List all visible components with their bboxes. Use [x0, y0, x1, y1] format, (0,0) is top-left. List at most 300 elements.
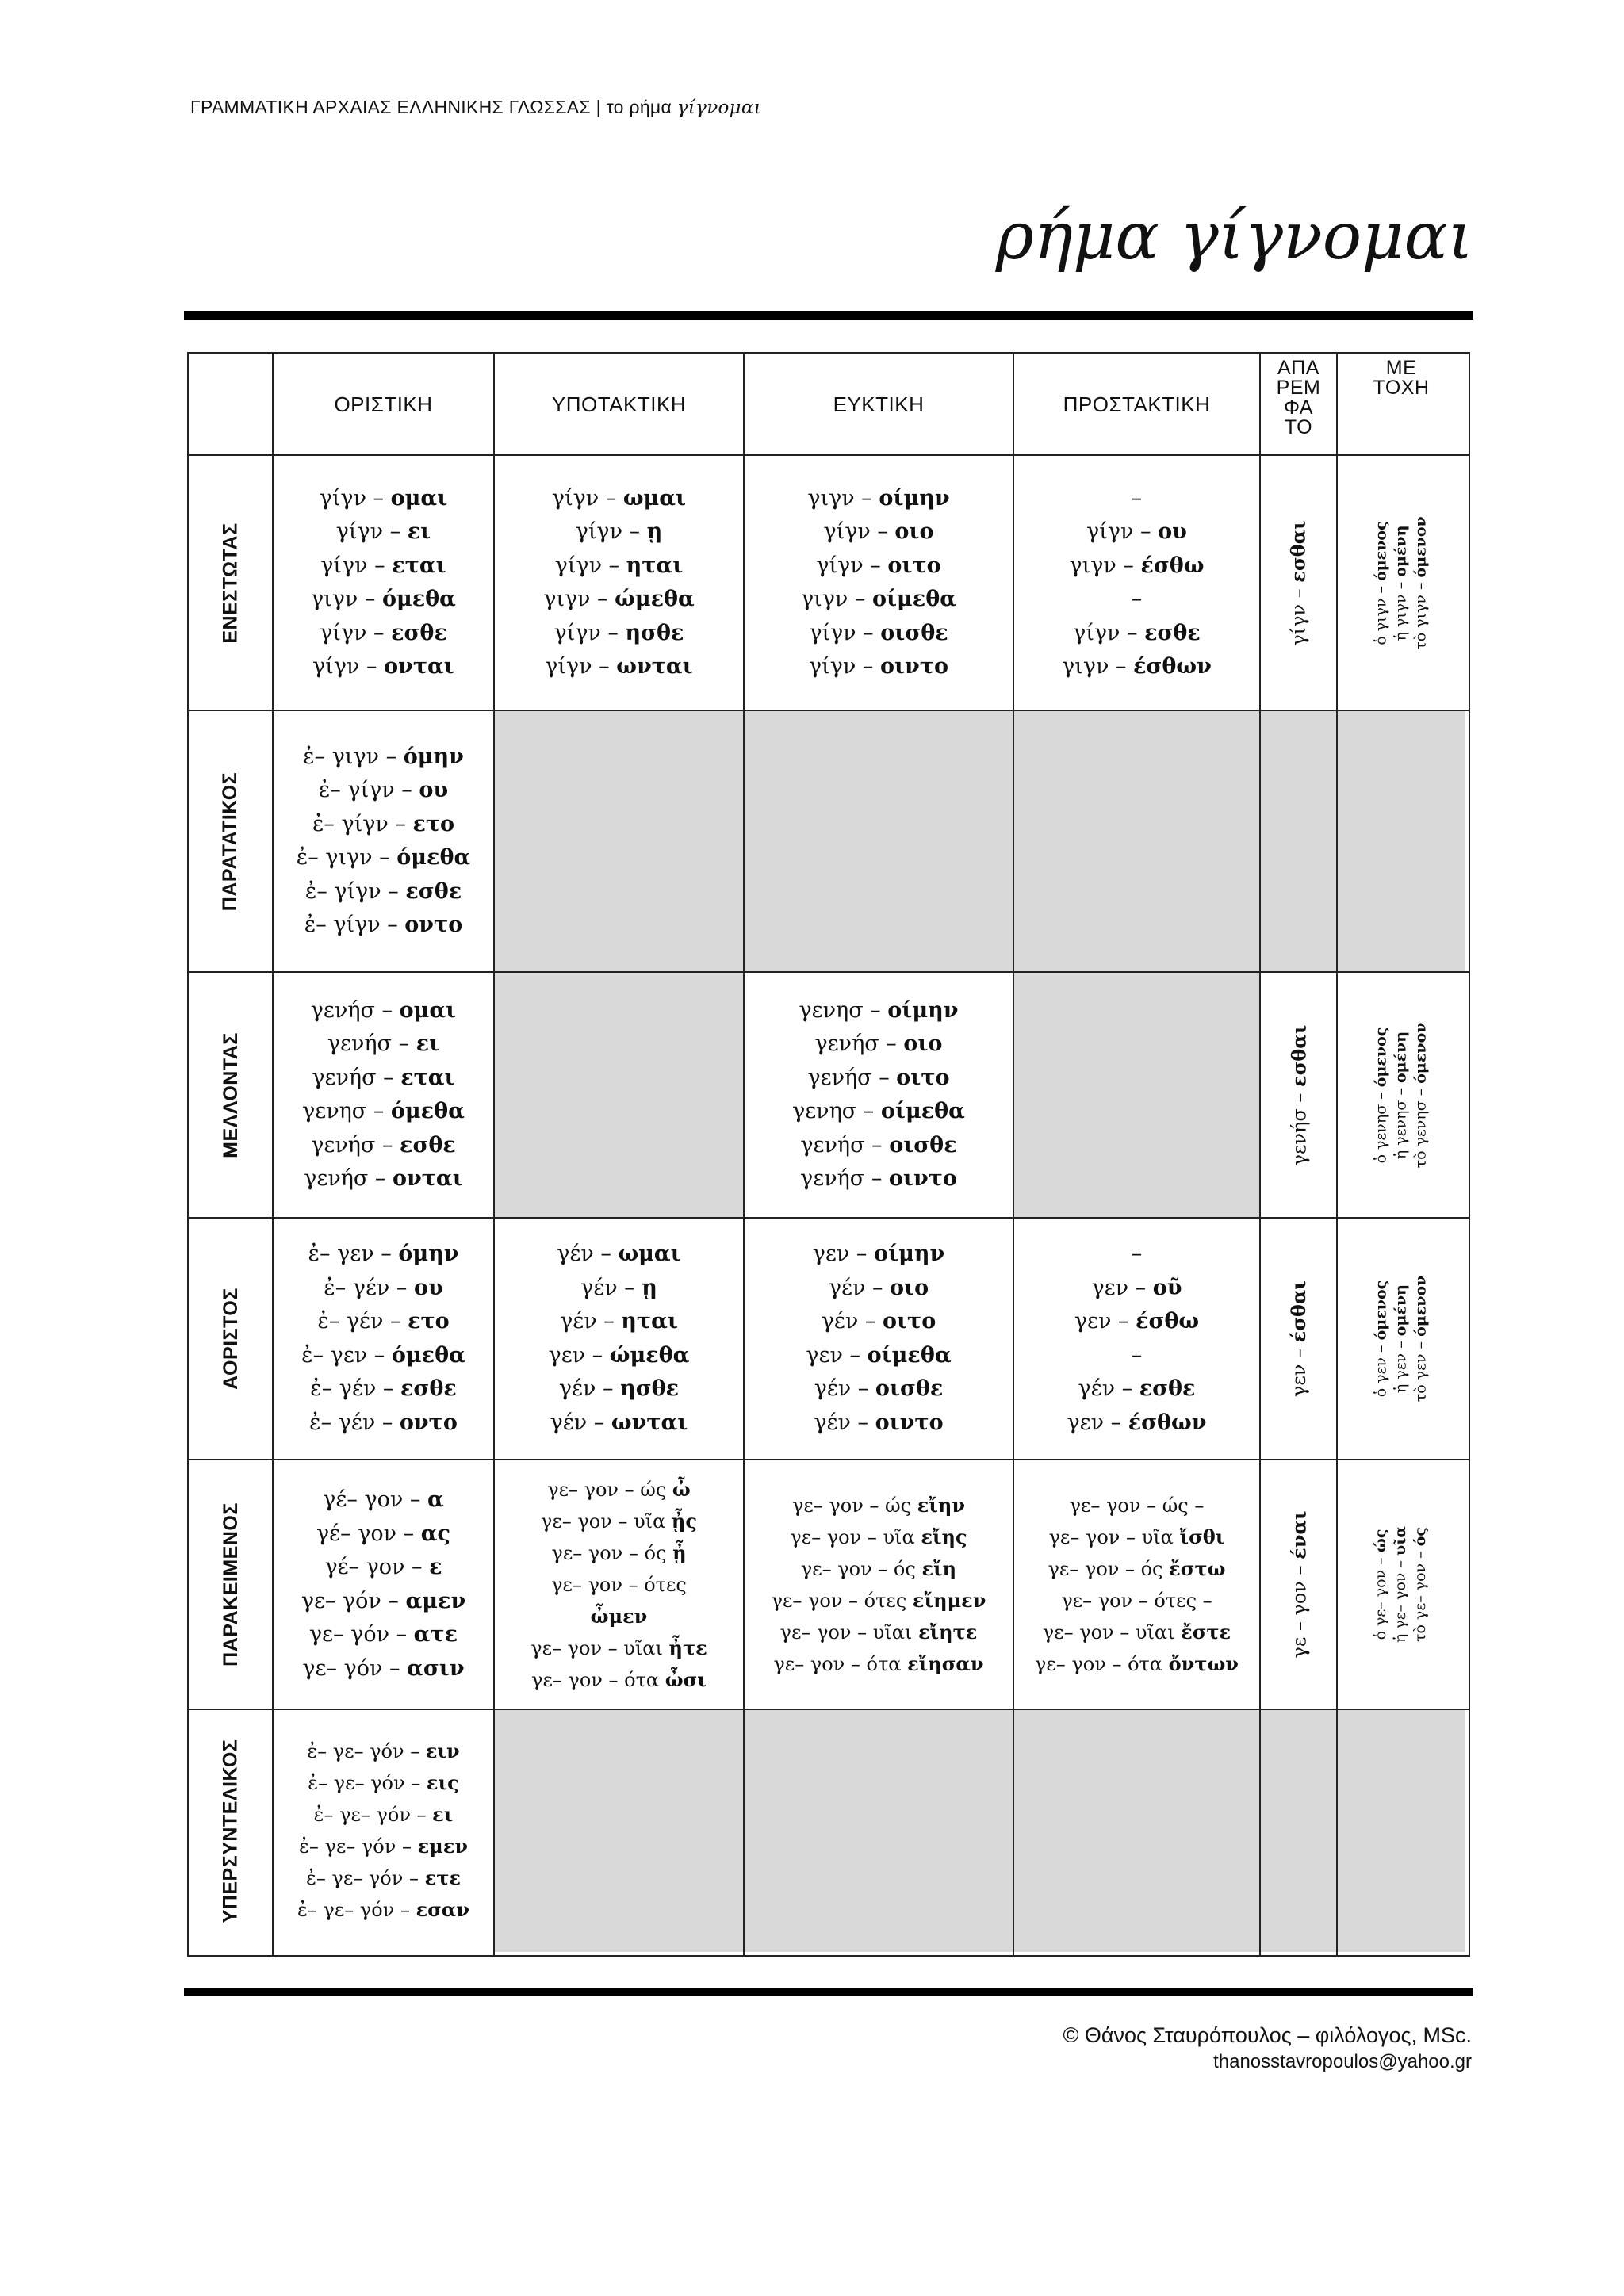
form-cell-oristiki [273, 972, 494, 1218]
conjugated-form [801, 583, 956, 617]
empty-cell [1013, 1709, 1260, 1952]
conjugated-form [1132, 1339, 1143, 1373]
header-prefix: ΓΡΑΜΜΑΤΙΚΗ ΑΡΧΑΙΑΣ ΕΛΛΗΝΙΚΗΣ ΓΛΩΣΣΑΣ | το ρήμα [190, 97, 672, 117]
stem: γεν – [1067, 1410, 1128, 1435]
stem: γε– γον – ός [800, 1557, 922, 1580]
conjugated-form [530, 1632, 707, 1664]
stem: τὸ γιγν – [1411, 576, 1430, 650]
conjugated-form [531, 1664, 707, 1696]
column-header-prostaktiki: ΠΡΟΣΤΑΚΤΙΚΗ [1063, 392, 1211, 416]
ending: έσθων [1133, 654, 1212, 679]
tense-label-cell [189, 1218, 273, 1460]
conjugated-form [1073, 617, 1201, 651]
stem: γενήσ – [800, 1166, 889, 1191]
participle-form [1372, 1280, 1392, 1397]
ending: ομένη [1392, 1284, 1410, 1337]
conjugated-form [317, 1305, 449, 1339]
conjugated-form [792, 1095, 965, 1129]
column-header-metoxi [1337, 354, 1465, 460]
stem: γενήσ – [327, 1031, 416, 1056]
ending: οισθε [880, 620, 948, 645]
ending: έσθω [1140, 553, 1205, 578]
stem: – [1131, 587, 1143, 611]
form-cell-ypotaktiki [494, 1460, 744, 1709]
stem: γιγν – [543, 587, 615, 611]
stem: γίγν – [320, 620, 392, 645]
stem: ἐ– γέν – [324, 1275, 415, 1300]
ending: έσθω [1136, 1309, 1200, 1334]
conjugated-form [312, 1062, 454, 1096]
stem: γε – γον – [1288, 1559, 1311, 1659]
participle-form [1392, 525, 1411, 641]
stem: γέν – [1078, 1376, 1139, 1401]
stem: γίγν – [319, 485, 391, 511]
ending: οίμην [874, 1242, 945, 1266]
stem: γέν – [580, 1275, 642, 1300]
stem: ὁ γιγν – [1372, 580, 1390, 645]
conjugated-form [551, 1569, 687, 1601]
empty-cell [494, 972, 744, 1218]
conjugated-form [550, 1406, 688, 1441]
tense-label: ΕΝΕΣΤΩΤΑΣ [219, 522, 242, 644]
tense-label: ΥΠΕΡΣΥΝΤΕΛΙΚΟΣ [219, 1739, 242, 1923]
stem: γίγν – [551, 485, 623, 511]
ending: οίμεθα [867, 1342, 952, 1368]
stem: ἐ– γίγν – [304, 878, 406, 904]
ending: οιο [890, 1275, 929, 1300]
stem: ἐ– γέν – [309, 1410, 400, 1435]
ending: οισθε [875, 1376, 944, 1401]
conjugation-table [187, 352, 1470, 1957]
ending: ονται [393, 1166, 463, 1191]
ending: ἔστω [1169, 1556, 1226, 1580]
conjugated-form [554, 617, 684, 651]
ending: οντο [399, 1410, 458, 1435]
stem: ὁ γεν – [1372, 1340, 1390, 1398]
conjugated-form [780, 1617, 978, 1648]
ending: ηται [621, 1309, 678, 1334]
conjugated-form [297, 841, 471, 875]
stem: γέν – [814, 1376, 875, 1401]
ending: εἴη [921, 1556, 957, 1580]
participle-form [1372, 1529, 1392, 1640]
conjugated-form [580, 1272, 657, 1306]
conjugated-form [1132, 1238, 1143, 1272]
conjugated-form [311, 1129, 456, 1163]
ending: όμεθα [390, 1099, 465, 1123]
stem: ἐ– γέν – [317, 1309, 408, 1334]
participle-cell [1337, 972, 1465, 1218]
ending: ει [432, 1803, 454, 1826]
conjugated-form [303, 740, 464, 775]
stem: ἐ– γε– γόν – [306, 1867, 425, 1889]
stem: ἐ– γίγν – [312, 811, 413, 836]
ending: ωμαι [622, 485, 687, 511]
ending: ας [420, 1521, 450, 1546]
conjugated-form [316, 1517, 450, 1552]
conjugated-form [302, 1095, 465, 1129]
tense-label-cell [189, 972, 273, 1218]
participle-form [1411, 1276, 1431, 1402]
ending: όμενος [1372, 520, 1390, 581]
stem: γίγν – [816, 553, 888, 578]
bottom-rule [184, 1988, 1473, 1996]
conjugated-form [1086, 515, 1187, 549]
ending: οιο [903, 1031, 943, 1056]
stem: – [1131, 1242, 1143, 1266]
conjugated-form [816, 549, 940, 584]
conjugated-form [557, 1238, 681, 1272]
stem: γε– γόν – [302, 1655, 408, 1681]
empty-cell [1013, 972, 1260, 1218]
column-header-part: ΤΟΧΗ [1373, 377, 1430, 399]
conjugated-form [552, 482, 686, 516]
conjugated-form [1062, 650, 1212, 684]
ending: όμεθα [396, 845, 471, 870]
empty-cell [494, 1709, 744, 1952]
ending: ε [429, 1555, 442, 1579]
ending: ὦ [672, 1477, 691, 1501]
conjugated-form [800, 1129, 956, 1163]
stem: γίγν – [823, 519, 895, 544]
ending: εσθε [400, 1376, 457, 1401]
tense-label: ΑΟΡΙΣΤΟΣ [219, 1288, 242, 1390]
conjugated-form [815, 1027, 943, 1062]
conjugated-form [320, 482, 448, 516]
conjugated-form [1092, 1272, 1182, 1306]
form-cell-prostaktiki [1013, 1460, 1260, 1709]
conjugated-form [800, 1162, 957, 1196]
stem: γε– γον – ός [1048, 1557, 1170, 1580]
stem: γίγν – [553, 620, 626, 645]
stem: ἡ γιγν – [1392, 576, 1410, 641]
ending: ησθε [625, 620, 684, 645]
conjugated-form [549, 1339, 690, 1373]
ending: εἴημεν [912, 1588, 986, 1612]
stem: ἐ– γίγν – [318, 778, 419, 802]
stem: γεν – [806, 1342, 868, 1368]
tense-label: ΠΑΡΑΚΕΙΜΕΝΟΣ [219, 1502, 242, 1667]
stem: γενήσ – [814, 1031, 904, 1056]
ending: εσθε [405, 878, 462, 904]
conjugated-form [560, 1305, 678, 1339]
stem: γε– γον – υῖαι [530, 1636, 669, 1659]
ending: εται [400, 1065, 455, 1090]
conjugated-form [309, 1618, 458, 1652]
ending: ἦτε [668, 1636, 707, 1659]
conjugated-form [806, 1339, 951, 1373]
stem: γε– γον – υῖα [1048, 1525, 1180, 1548]
conjugated-form [1070, 549, 1205, 584]
infinitive-cell [1260, 1218, 1337, 1460]
stem: γε– γον – ότα [531, 1668, 665, 1691]
stem: γέ– γον – [316, 1521, 421, 1546]
stem: γεν – [548, 1342, 610, 1368]
stem: γεν – [1288, 1342, 1310, 1397]
conjugated-form [327, 1027, 439, 1062]
stem: γε– γον – υῖα [541, 1510, 672, 1533]
conjugated-form [319, 774, 448, 808]
ending: ετε [424, 1866, 461, 1889]
stem: γεν – [1074, 1309, 1136, 1334]
conjugated-form [591, 1601, 648, 1632]
ending: ῃ [642, 1275, 657, 1300]
ending: οιντο [879, 654, 948, 679]
stem: τὸ γεν – [1411, 1336, 1430, 1402]
tense-label-cell [189, 710, 273, 972]
ending: όμενον [1411, 1275, 1430, 1337]
ending: ατε [413, 1622, 458, 1647]
conjugated-form [814, 1372, 944, 1406]
conjugated-form [1035, 1648, 1239, 1680]
conjugated-form [1049, 1521, 1225, 1553]
ending: εἴητε [917, 1620, 978, 1644]
stem: γε– γόν – [308, 1622, 414, 1647]
ending: εσθε [391, 620, 447, 645]
stem: ἡ γενησ – [1392, 1082, 1410, 1159]
ending: εσθαι [1287, 519, 1311, 583]
stem: ἐ– γε– γόν – [307, 1740, 426, 1762]
ending: έσθαι [1287, 1280, 1310, 1343]
conjugated-form [1132, 583, 1143, 617]
conjugated-form [320, 617, 447, 651]
stem: γέν – [560, 1309, 622, 1334]
empty-cell [744, 1709, 1013, 1952]
empty-cell [744, 710, 1013, 972]
infinitive-form [1287, 1280, 1310, 1397]
participle-form [1392, 1031, 1411, 1158]
tense-label-cell [189, 1460, 273, 1709]
conjugated-form [1067, 1406, 1207, 1441]
stem: ἡ γεν – [1392, 1336, 1410, 1393]
stem: ἐ– γε– γόν – [308, 1772, 427, 1794]
infinitive-cell [1260, 455, 1337, 710]
conjugated-form [336, 515, 431, 549]
form-cell-oristiki [273, 710, 494, 972]
author-credit: © Θάνος Σταυρόπουλος – φιλόλογος, MSc. [1063, 2023, 1472, 2047]
conjugated-form [801, 1553, 956, 1585]
conjugated-form [773, 1648, 983, 1680]
infinitive-form [1287, 1024, 1310, 1165]
conjugated-form [807, 482, 949, 516]
stem: γέν – [828, 1275, 891, 1300]
participle-form [1392, 1284, 1411, 1393]
ending: όμενος [1372, 1280, 1390, 1341]
stem: γε– γον – υῖα [790, 1525, 921, 1548]
stem: γεν – [812, 1242, 874, 1266]
stem: γενήσ – [304, 1166, 393, 1191]
conjugated-form [807, 1062, 949, 1096]
stem: γενησ – [302, 1099, 391, 1123]
ending: οίμην [879, 485, 950, 511]
ending: ετο [412, 811, 455, 836]
ending: α [427, 1487, 444, 1512]
conjugated-form [822, 1305, 936, 1339]
ending: οισθε [889, 1132, 957, 1158]
tense-label-cell [189, 455, 273, 710]
ending: ει [416, 1031, 440, 1056]
stem: γίγν – [1073, 620, 1145, 645]
participle-forms [1372, 1022, 1431, 1168]
conjugated-form [320, 549, 446, 584]
ending: υῖα [1392, 1525, 1410, 1556]
ending: ησθε [620, 1376, 680, 1401]
ending: εται [392, 553, 446, 578]
conjugated-form [547, 1474, 691, 1506]
form-cell-oristiki [273, 1218, 494, 1460]
ending: οντο [404, 913, 463, 937]
conjugated-form [1070, 1490, 1205, 1521]
conjugated-form [312, 650, 454, 684]
participle-forms [1372, 516, 1431, 649]
ending: εἴης [921, 1525, 967, 1548]
conjugated-form [576, 515, 663, 549]
ending: οιντο [888, 1166, 957, 1191]
ending: ὄντων [1168, 1651, 1239, 1675]
ending: εσθε [400, 1132, 456, 1158]
stem: γε– γον – ότες – [1061, 1589, 1212, 1612]
stem: γενήσ – [312, 1065, 401, 1090]
conjugated-form [792, 1490, 965, 1521]
ending: εσαν [416, 1898, 469, 1921]
participle-forms [1372, 1276, 1431, 1402]
ending: όμενος [1372, 1027, 1390, 1087]
stem: γέ– γον – [324, 1555, 430, 1579]
stem: γε– γόν – [301, 1588, 406, 1613]
stem: γιγν – [1069, 553, 1141, 578]
stem: γε– γον – ότες [771, 1589, 913, 1612]
participle-form [1372, 521, 1392, 645]
conjugated-form [308, 1238, 459, 1272]
ending: οῦ [1152, 1275, 1182, 1300]
tense-label: ΜΕΛΛΟΝΤΑΣ [219, 1031, 242, 1158]
form-cell-euktiki [744, 455, 1013, 710]
form-cell-prostaktiki [1013, 455, 1260, 710]
stem: γενήσ – [310, 997, 400, 1023]
ending: ός [1411, 1527, 1430, 1547]
stem: γίγν – [809, 654, 880, 679]
infinitive-cell [1260, 1460, 1337, 1709]
participle-cell [1337, 1218, 1465, 1460]
ending: ωνται [611, 1410, 688, 1435]
conjugated-form [299, 1831, 468, 1862]
ending: εμεν [417, 1835, 468, 1858]
author-email: thanosstavropoulos@yahoo.gr [1213, 2051, 1472, 2072]
stem: γίγν – [554, 553, 626, 578]
ending: αμεν [405, 1588, 466, 1613]
ending: ειν [425, 1739, 460, 1762]
form-cell-euktiki [744, 1460, 1013, 1709]
stem: ἐ– γέν – [310, 1376, 401, 1401]
ending: όμενον [1411, 515, 1430, 577]
stem: – [1131, 1342, 1143, 1368]
conjugated-form [324, 1551, 442, 1585]
ending: ώς [1372, 1529, 1390, 1553]
form-cell-euktiki [744, 972, 1013, 1218]
ending: όμην [398, 1242, 459, 1266]
stem: ὁ γε– γον – [1372, 1552, 1390, 1640]
stem: ἐ– γε– γόν – [297, 1899, 416, 1921]
conjugated-form [306, 1862, 461, 1894]
stem: γέν – [814, 1410, 875, 1435]
stem: γίγν – [335, 519, 408, 544]
conjugated-form [311, 994, 456, 1028]
stem: γε– γον – υῖαι [779, 1621, 918, 1644]
conjugated-form [1132, 482, 1143, 516]
conjugated-form [809, 617, 948, 651]
ending: ομένη [1392, 1031, 1410, 1083]
column-header-part: ΤΟ [1284, 416, 1313, 438]
conjugated-form [324, 1272, 443, 1306]
stem: ἐ– γιγν – [303, 744, 404, 769]
stem: γίγν – [1288, 582, 1311, 646]
conjugated-form [813, 1238, 944, 1272]
participle-form [1372, 1027, 1392, 1163]
ending: ᾖ [672, 1540, 687, 1564]
ending: ετο [408, 1309, 450, 1334]
ending: οίμεθα [871, 587, 956, 611]
conjugated-form [1043, 1617, 1231, 1648]
page-title: ρήμα γίγνομαι [995, 199, 1473, 274]
form-cell-oristiki [273, 1709, 494, 1952]
header-verb: γίγνομαι [676, 98, 762, 118]
ending: ωμαι [618, 1242, 681, 1266]
conjugated-form [312, 808, 454, 842]
conjugated-form [541, 1506, 697, 1537]
conjugated-form [1048, 1553, 1226, 1585]
stem: ἐ– γιγν – [296, 845, 397, 870]
empty-cell [494, 710, 744, 972]
stem: γέν – [557, 1242, 619, 1266]
stem: γίγν – [545, 654, 617, 679]
conjugated-form [304, 1162, 463, 1196]
conjugated-form [545, 650, 692, 684]
conjugated-form [323, 1483, 443, 1517]
stem: γενήσ – [1288, 1086, 1311, 1165]
conjugated-form [311, 583, 456, 617]
stem: γέν – [821, 1309, 883, 1334]
empty-cell [1260, 710, 1337, 972]
form-cell-ypotaktiki [494, 455, 744, 710]
ending: όμεθα [381, 587, 456, 611]
empty-cell [1260, 1709, 1337, 1952]
ending: εις [426, 1771, 459, 1794]
stem: γε– γον – ώς [792, 1494, 917, 1517]
column-header-part: ΦΑ [1284, 396, 1313, 419]
participle-cell [1337, 1460, 1465, 1709]
participle-cell [1337, 455, 1465, 710]
ending: ασιν [407, 1655, 465, 1681]
stem: ἐ– γε– γόν – [299, 1835, 418, 1858]
conjugated-form [309, 1406, 458, 1441]
ending: οιο [894, 519, 934, 544]
stem: γε– γον – ώς [547, 1478, 672, 1501]
ending: ηται [626, 553, 684, 578]
tense-label-cell [189, 1709, 273, 1952]
column-header-euktiki: ΕΥΚΤΙΚΗ [833, 392, 925, 416]
ending: ονται [384, 654, 454, 679]
ending: εσθε [1144, 620, 1201, 645]
stem: ἡ γε– γον – [1392, 1555, 1410, 1644]
conjugated-form [301, 1585, 465, 1619]
conjugated-form [302, 1652, 464, 1686]
ending: ου [414, 1275, 443, 1300]
stem: γε– γον – ός [551, 1541, 673, 1564]
stem: γενησ – [799, 997, 888, 1023]
conjugated-form [314, 1799, 454, 1831]
ending: ου [1158, 519, 1187, 544]
conjugated-form [1078, 1372, 1196, 1406]
